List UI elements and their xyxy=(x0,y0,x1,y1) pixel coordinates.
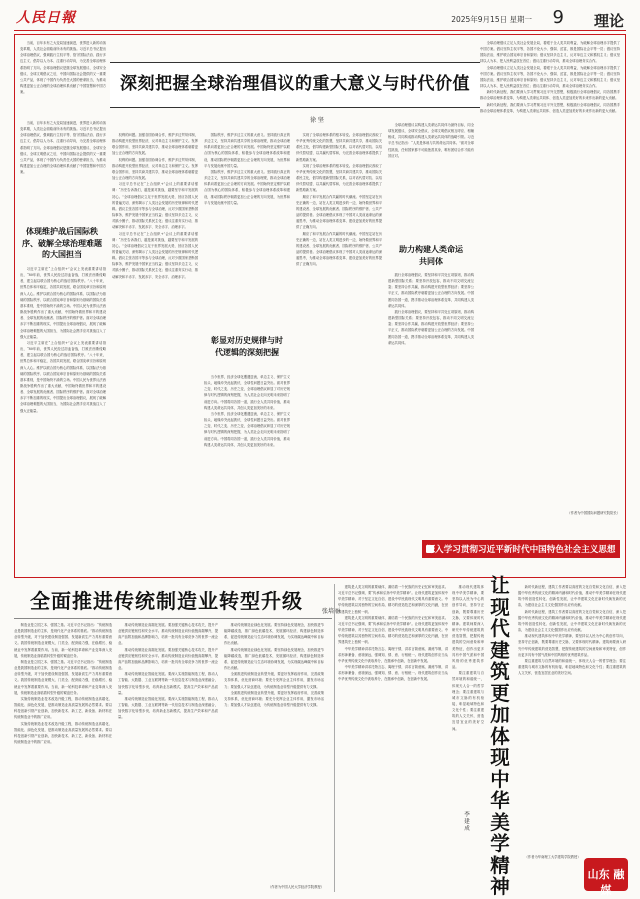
article1-column-1-mid: 当前，百年未有之大变局加速演进，世界进入新的动荡变革期，人类社会面临前所未有的挑战。习近平总书记提出全球治理倡议，强调践行主权平等、恪守国际法治、践行多边主义、倡导以人为本、注重行动导向，为完善全球治理体系指明了方向。全球治理倡议是继全球发展倡议、全球安全倡议、全球文明倡议之后，中国向国际社会提供的又一重要公共产品，体现了中国作为负责任大国的使命担当，为推动构建更加公正合理的全球治理体系贡献了中国智慧和中国方案。 xyxy=(20,121,106,175)
article1-column-3-top: 国际秩序，维护多边主义的重大意义。坚持践行真正的多边主义，坚持共商共建共享的全球治理观，推动全球治理体系向着更加公正合理的方向发展。中国始终坚定维护以联合国为核心的国际体系，积极参与全球治理体系改革和建设，推动国际秩序朝着更加公正合理的方向发展，为世界和平与发展贡献中国力量。 国际秩序，维护多边主义的重大意义。坚持践行真正的多边主义，坚持共商共建共享的全球治理观，推动全球治理体系向着更加公正合理的方向发展。中国始终坚定维护以联合国为核心的国际体系，积极参与全球治理体系改革和建设，推动国际秩序朝着更加公正合理的方向发展，为世界和平与发展贡献中国力量。 xyxy=(204,133,290,205)
article1-author: 徐 坚 xyxy=(310,117,324,124)
article3-column-3-end: （作者为华南理工大学建筑学院教授） xyxy=(524,855,581,859)
masthead xyxy=(14,6,626,31)
watermark-logo xyxy=(584,858,628,897)
article1-subhead-3: 助力构建人类命运共同体 xyxy=(399,245,463,266)
page-number: 9 xyxy=(552,7,564,28)
article1-subhead-2: 彰显对历史规律与时代逻辑的深刻把握 xyxy=(211,336,283,357)
article2-column-1: 制造业是立国之本、强国之基。习近平总书记指出：“传统制造业是我国制造业的主体，是现代化产业体系的基底。”推动传统制造业转型升级，对于加快建设制造强国、发展新质生产力具有重要意义。我国传统制造业规模大、门类全、配套能力强，在稳增长、稳就业中发挥着重要作用。当前，新一轮科技革命和产业变革深入发展，传统制造业面临着转型升级的紧迫任务。 制造业是立国之本、强国之基。习近平总书记指出：“传统制造业是我国制造业的主体，是现代化产业体系的基底。”推动传统制造业转型升级，对于加快建设制造强国、发展新质生产力具有重要意义。我国传统制造业规模大、门类全、配套能力强，在稳增长、稳就业中发挥着重要作用。当前，新一轮科技革命和产业变革深入发展，传统制造业面临着转型升级的紧迫任务。 实施传统制造业技术改造升级工程，推动传统制造业高端化、智能化、绿色化发展，是推动制造业高质量发展的必然要求。要以科技创新引领产业创新，加快新技术、新工艺、新设备、新材料在传统制造业中的推广应用。 实施传统制造业技术改造升级工程，推动传统制造业高端化、智能化、绿色化发展，是推动制造业高质量发展的必然要求。要以科技创新引领产业创新，加快新技术、新工艺、新设备、新材料在传统制造业中的推广应用。 xyxy=(14,623,112,744)
newspaper-logo: 人民日報 xyxy=(16,10,76,26)
article1-column-2: 权利的问题。加强各国协调合作，维护多边贸易体制，推动构建开放型世界经济，反对单边主义和保护主义。发挥联合国作用，坚持共商共建共享，推动全球治理体系朝着更加公正合理的方向发展。 权利的问题。加强各国协调合作，维护多边贸易体制，推动构建开放型世界经济，反对单边主义和保护主义。发挥联合国作用，坚持共商共建共享，推动全球治理体系朝着更加公正合理的方向发展。 习近平总书记在“上合组织+”会议上的重要讲话强调：“历史告诉我们，越是面对挑战，越要坚守和平发展的初心。”全球治理倡议立足于世界发展大势，回应各国人民的普遍关切，深刻揭示了人类社会发展的历史规律和时代逻辑。倡议主张各国平等参与全球治理，反对少数国家垄断国际事务，维护发展中国家正当权益；倡议坚持多边主义，反对搞小圈子，推动国际关系民主化；倡议注重务实行动，推动解决和平赤字、发展赤字、安全赤字、治理赤字。 习近平总书记在“上合组织+”会议上的重要讲话强调：“历史告诉我们，越是面对挑战，越要坚守和平发展的初心。”全球治理倡议立足于世界发展大势，回应各国人民的普遍关切，深刻揭示了人类社会发展的历史规律和时代逻辑。倡议主张各国平等参与全球治理，反对少数国家垄断国际事务，维护发展中国家正当权益；倡议坚持多边主义，反对搞小圈子，推动国际关系民主化；倡议注重务实行动，推动解决和平赤字、发展赤字、安全赤字、治理赤字。 xyxy=(112,133,198,279)
article1-subhead-1: 体现维护战后国际秩序、破解全球治理难题的大国担当 xyxy=(22,227,102,259)
article2-author: 张培丽 xyxy=(322,608,341,615)
article2-title: 全面推进传统制造业转型升级 xyxy=(30,589,303,613)
article2-divider xyxy=(14,618,332,619)
article2-column-2: 推动传统制造业高端化发展。要加强关键核心技术攻关，提升产业链供应链韧性和安全水平。推动传统制造业向价值链高端攀升，提高产品附加值和品牌影响力，培育一批具有全球竞争力的世界一流企业。 推动传统制造业高端化发展。要加强关键核心技术攻关，提升产业链供应链韧性和安全水平。推动传统制造业向价值链高端攀升，提高产品附加值和品牌影响力，培育一批具有全球竞争力的世界一流企业。 推动传统制造业智能化发展。要深入实施智能制造工程，推动人工智能、大数据、工业互联网等新一代信息技术与制造业深度融合，加快数字化转型步伐，培育新业态新模式，提高生产效率和产品质量。 推动传统制造业智能化发展。要深入实施智能制造工程，推动人工智能、大数据、工业互联网等新一代信息技术与制造业深度融合，加快数字化转型步伐，培育新业态新模式，提高生产效率和产品质量。 xyxy=(118,623,218,720)
article2-column-3: 推动传统制造业绿色化发展。要坚持绿色发展理念，加快推进节能降碳改造，推广绿色低碳技术，发展循环经济，构建绿色制造体系，促进传统制造业与生态环境协调发展，为实现碳达峰碳中和目标作出贡献。 推动传统制造业绿色化发展。要坚持绿色发展理念，加快推进节能降碳改造，推广绿色低碳技术，发展循环经济，构建绿色制造体系，促进传统制造业与生态环境协调发展，为实现碳达峰碳中和目标作出贡献。 全面推进传统制造业转型升级，要更好发挥政府作用，完善政策支持体系，优化营商环境；要充分发挥企业主体作用，激发市场活力；要加强人才队伍建设，为传统制造业转型升级提供有力支撑。 全面推进传统制造业转型升级，要更好发挥政府作用，完善政策支持体系，优化营商环境；要充分发挥企业主体作用，激发市场活力；要加强人才队伍建设，为传统制造业转型升级提供有力支撑。 xyxy=(224,623,324,708)
column-rule xyxy=(334,584,335,892)
article3-column-2: 推动现代建筑体现中华美学精神，要坚持以人民为中心的创作导向，坚持守正创新，既要尊重历史文脉，又要体现时代精神。建筑师要深入研究中华传统建筑的营造智慧，把握传统建筑的空间意象和审美特征，创作出更多具有中国气派和中国风格的优秀建筑作品。 要注重建筑与自然环境的和谐统一，体现天人合一的哲学理念；要注重建筑与城市文脉的有机衔接，彰显地域特色和文化个性；要注重建筑的人文关怀，营造宜居宜业的美好空间。 xyxy=(452,585,484,731)
article3-column-3: 新时代新征程，建筑工作者要以高度的文化自觉和文化自信，深入挖掘中华优秀传统文化的精神内涵和时代价值，推动中华美学精神在现代建筑中的创造性转化、创新性发展，让中华建筑文化在新时代焕发新的光彩，为建设社会主义文化强国作出应有贡献。 新时代新征程，建筑工作者要以高度的文化自觉和文化自信，深入挖掘中华优秀传统文化的精神内涵和时代价值，推动中华美学精神在现代建筑中的创造性转化、创新性发展，让中华建筑文化在新时代焕发新的光彩，为建设社会主义文化强国作出应有贡献。 推动现代建筑体现中华美学精神，要坚持以人民为中心的创作导向，坚持守正创新，既要尊重历史文脉，又要体现时代精神。建筑师要深入研究中华传统建筑的营造智慧，把握传统建筑的空间意象和审美特征，创作出更多具有中国气派和中国风格的优秀建筑作品。 要注重建筑与自然环境的和谐统一，体现天人合一的哲学理念；要注重建筑与城市文脉的有机衔接，彰显地域特色和文化个性；要注重建筑的人文关怀，营造宜居宜业的美好空间。 xyxy=(518,585,626,676)
article3-title: 让现代建筑更加体现中华美学精神 xyxy=(490,574,510,898)
article1-column-5-top: 全球治理倡议以构建人类命运共同体为最终目标，同全球发展倡议、全球安全倡议、全球文明倡议相互呼应、相辅相成，共同构成推动构建人类命运共同体的战略引领。习近平总书记指出：“人类是休戚与共的命运共同体。”面对全球性挑战，任何国家都不可能独善其身，唯有团结合作才能有效应对。 xyxy=(388,123,474,158)
article3-column-1: 建筑是人类文明的重要载体，凝结着一个民族的历史记忆和审美追求。习近平总书记强调，要“传承和弘扬中华美学精神”。让现代建筑更加体现中华美学精神，对于坚定文化自信、建设中华民族现代文明具有重要意义。中华传统建筑以其独特的空间布局、精巧的营造技艺和深厚的文化内涵，在世界建筑史上独树一帜。 建筑是人类文明的重要载体，凝结着一个民族的历史记忆和审美追求。习近平总书记强调，要“传承和弘扬中华美学精神”。让现代建筑更加体现中华美学精神，对于坚定文化自信、建设中华民族现代文明具有重要意义。中华传统建筑以其独特的空间布局、精巧的营造技艺和深厚的文化内涵，在世界建筑史上独树一帜。 中华美学精神讲求托物言志、寓理于情，讲求言简意赅、凝练节制，讲求形神兼备、意境深远，强调知、情、意、行相统一。现代建筑创作应当从中华优秀传统文化中汲取养分，在继承中创新，在创新中发展。 中华美学精神讲求托物言志、寓理于情，讲求言简意赅、凝练节制，讲求形神兼备、意境深远，强调知、情、意、行相统一。现代建筑创作应当从中华优秀传统文化中汲取养分，在继承中创新，在创新中发展。 xyxy=(338,585,448,682)
article2-author-note: （作者为中国人民大学经济学院教授） xyxy=(267,885,324,889)
article1-column-3-bottom: 当今世界，经济全球化遭遇逆流，单边主义、保护主义抬头，地缘冲突此起彼伏，全球性问题日益突出。面对世界之变、时代之变、历史之变，全球治理倡议彰显了对历史规律与时代逻辑的深刻把握，为人类社会走向光明未来指明了前进方向。中国将同各国一道，践行全人类共同价值，推动构建人类命运共同体，共创人类更加美好的未来。 当今世界，经济全球化遭遇逆流，单边主义、保护主义抬头，地缘冲突此起彼伏，全球性问题日益突出。面对世界之变、时代之变、历史之变，全球治理倡议彰显了对历史规律与时代逻辑的深刻把握，为人类社会走向光明未来指明了前进方向。中国将同各国一道，践行全人类共同价值，推动构建人类命运共同体，共创人类更加美好的未来。 xyxy=(204,375,290,447)
watermark-text: 山东 融媒 xyxy=(587,868,625,897)
article1-column-1-top: 当前，百年未有之大变局加速演进，世界进入新的动荡变革期，人类社会面临前所未有的挑战。习近平总书记提出全球治理倡议，强调践行主权平等、恪守国际法治、践行多边主义、倡导以人为本、注重行动导向，为完善全球治理体系指明了方向。全球治理倡议是继全球发展倡议、全球安全倡议、全球文明倡议之后，中国向国际社会提供的又一重要公共产品，体现了中国作为负责任大国的使命担当，为推动构建更加公正合理的全球治理体系贡献了中国智慧和中国方案。 xyxy=(20,41,106,95)
section-name: 理论 xyxy=(593,12,624,30)
article1-column-4: 实现了全球治理体系的根本转变。全球治理倡议汲取了中华优秀传统文化的智慧，坚持共商共建共享，推动国际关系民主化，倡导构建新型国际关系，以对话代替对抗、以结伴代替结盟、以共赢代替零和，为完善全球治理体系提供了新思路新方案。 实现了全球治理体系的根本转变。全球治理倡议汲取了中华优秀传统文化的智慧，坚持共商共建共享，推动国际关系民主化，倡导构建新型国际关系，以对话代替对抗、以结伴代替结盟、以共赢代替零和，为完善全球治理体系提供了新思路新方案。 顺应了和平发展合作共赢的时代潮流。中国坚定站在历史正确的一边，站在人类文明进步的一边，始终做世界和平的建设者、全球发展的贡献者、国际秩序的维护者、公共产品的提供者。全球治理倡议体现了中国对人类前途命运的深邃思考，为推动全球治理体系变革、建设更加美好的世界提供了正确方向。 顺应了和平发展合作共赢的时代潮流。中国坚定站在历史正确的一边，站在人类文明进步的一边，始终做世界和平的建设者、全球发展的贡献者、国际秩序的维护者、公共产品的提供者。全球治理倡议体现了中国对人类前途命运的深邃思考，为推动全球治理体系变革、建设更加美好的世界提供了正确方向。 xyxy=(296,133,382,267)
article1-column-1-bottom: 习近平主席在“上合组织+”会议上发表重要讲话指出，“80年前，世界人民经过浴血奋战，打败法西斯侵略者，建立起以联合国为核心的战后国际秩序。”八十年来，世界总体和平稳定，各国共同发展，联合国宪章宗旨和原则深入人心。维护以联合国为核心的国际体系、以国际法为基础的国际秩序、以联合国宪章宗旨和原则为基础的国际关系基本准则，是中国始终不渝的立场。中国人民为世界反法西斯战争胜利作出了重大贡献，中国始终做世界和平的建设者、全球发展的贡献者、国际秩序的维护者。面对全球治理赤字不断加重的现实，中国提出全球治理倡议，展现了破解全球治理难题的大国担当，为国际社会携手应对挑战注入了强大正能量。 习近平主席在“上合组织+”会议上发表重要讲话指出，“80年前，世界人民经过浴血奋战，打败法西斯侵略者，建立起以联合国为核心的战后国际秩序。”八十年来，世界总体和平稳定，各国共同发展，联合国宪章宗旨和原则深入人心。维护以联合国为核心的国际体系、以国际法为基础的国际秩序、以联合国宪章宗旨和原则为基础的国际关系基本准则，是中国始终不渝的立场。中国人民为世界反法西斯战争胜利作出了重大贡献，中国始终做世界和平的建设者、全球发展的贡献者、国际秩序的维护者。面对全球治理赤字不断加重的现实，中国提出全球治理倡议，展现了破解全球治理难题的大国担当，为国际社会携手应对挑战注入了强大正能量。 xyxy=(20,267,106,413)
article1-title: 深刻把握全球治理倡议的重大意义与时代价值 xyxy=(120,74,470,94)
article1-title-banner xyxy=(110,62,480,108)
article3-author: 李 建 成 xyxy=(464,812,470,832)
theme-banner xyxy=(422,540,620,558)
issue-date: 2025年9月15日 星期一 xyxy=(451,15,532,24)
theme-banner-text: 深入学习贯彻习近平新时代中国特色社会主义思想 xyxy=(426,545,616,555)
article1-column-6: 全球治理倡议立足人类社会发展全局，着眼于全人类共同利益，为破解全球治理赤字提供了中国方案。倡议坚持主权平等，各国不论大小、强弱、贫富，都是国际社会平等一员；倡议坚持国际法治，维护联合国宪章宗旨和原则；倡议坚持多边主义，反对单边主义和霸权主义；倡议坚持以人为本，把人民利益放在首位；倡议注重行动导向，推动全球治理务实合作。 全球治理倡议立足人类社会发展全局，着眼于全人类共同利益，为破解全球治理赤字提供了中国方案。倡议坚持主权平等，各国不论大小、强弱、贫富，都是国际社会平等一员；倡议坚持国际法治，维护联合国宪章宗旨和原则；倡议坚持多边主义，反对单边主义和霸权主义；倡议坚持以人为本，把人民利益放在首位；倡议注重行动导向，推动全球治理务实合作。 新时代新征程，我们要深入学习贯彻习近平外交思想，积极践行全球治理倡议，同各国携手推动全球治理体系变革，为构建人类命运共同体、创造人类更加美好的未来作出新的更大贡献。 新时代新征程，我们要深入学习贯彻习近平外交思想，积极践行全球治理倡议，同各国携手推动全球治理体系变革，为构建人类命运共同体、创造人类更加美好的未来作出新的更大贡献。 xyxy=(480,41,620,113)
article1-column-5-bottom: 践行全球治理倡议，要坚持和平共处五项原则，推动构建新型国际关系；要坚持开放包容，推动不同文明交流互鉴；要坚持合作共赢，推动构建开放型世界经济；要坚持公平正义，推动国际秩序朝着更加公正合理的方向发展。中国愿同各国一道，携手推动全球治理体系变革，共同构建人类命运共同体。 践行全球治理倡议，要坚持和平共处五项原则，推动构建新型国际关系；要坚持开放包容，推动不同文明交流互鉴；要坚持合作共赢，推动构建开放型世界经济；要坚持公平正义，推动国际秩序朝着更加公正合理的方向发展。中国愿同各国一道，携手推动全球治理体系变革，共同构建人类命运共同体。 xyxy=(388,273,474,345)
article1-author-note: （作者为中国国际问题研究院院长） xyxy=(567,511,620,515)
